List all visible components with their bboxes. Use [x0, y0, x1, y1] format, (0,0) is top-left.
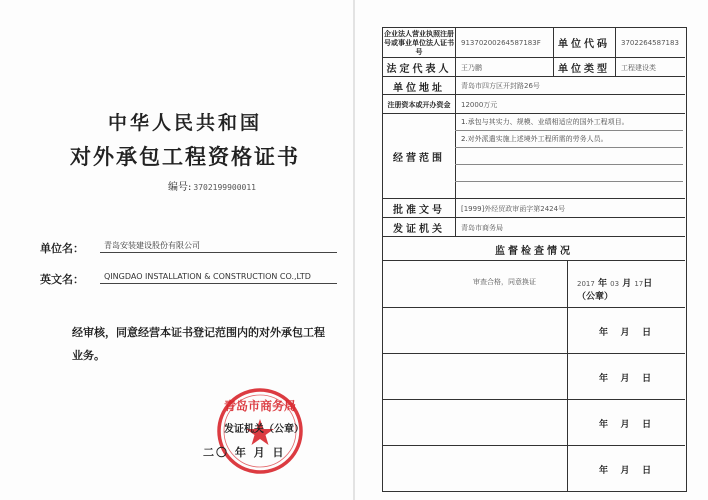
- supervision-date: 年 月 日: [598, 420, 652, 430]
- scope-line: [455, 148, 683, 165]
- supervision-entry: [383, 260, 685, 308]
- business-scope-row: [383, 113, 685, 199]
- capital-label: 注册资本或开办资金: [387, 100, 451, 109]
- supervision-note: 审查合格，同意换证: [473, 278, 536, 286]
- scope-line: [455, 165, 683, 182]
- scope-line: 2.对外派遣实施上述境外工程所需的劳务人员。: [455, 131, 683, 148]
- approval-statement-line1: 经审核，同意经营本证书登记范围内的对外承包工程: [72, 326, 325, 339]
- scope-line: [455, 182, 683, 199]
- legal-rep-value: 王乃鹏: [461, 63, 482, 72]
- english-name-label: 英文名：: [40, 273, 84, 286]
- supervision-date: 年 月 日: [598, 374, 652, 384]
- approval-number-value: [1999]外经贸政审函字第2424号: [461, 204, 566, 213]
- issuing-authority-label: 发证机关: [393, 224, 445, 235]
- serial-label: 编号:: [168, 182, 192, 193]
- table-row: [383, 28, 685, 57]
- english-name-value: QINGDAO INSTALLATION & CONSTRUCTION CO.,LTD: [100, 270, 337, 284]
- table-row: [383, 217, 685, 237]
- table-row: [383, 94, 685, 114]
- supervision-date: 年 月 日: [598, 466, 652, 476]
- address-value: 青岛市四方区开封路26号: [461, 82, 540, 90]
- address-label: 单位地址: [393, 82, 445, 94]
- serial-value: 3702199900011: [193, 183, 256, 192]
- page-fold: [353, 0, 355, 500]
- company-name-label: 单位名：: [40, 242, 84, 255]
- registration-table: [382, 27, 687, 492]
- unit-type-label: 单位类型: [558, 64, 610, 75]
- serial-number: [168, 178, 256, 193]
- issue-date: 二〇 年 月 日: [203, 446, 286, 459]
- approval-statement-line2: 业务。: [72, 349, 105, 362]
- supervision-header-row: [383, 236, 685, 261]
- supervision-date: 年 月 日: [598, 328, 652, 338]
- approval-statement: [72, 321, 337, 367]
- reg-number-value: 91370200264587183F: [461, 38, 541, 47]
- legal-rep-label: 法定代表人: [386, 64, 452, 75]
- unit-type-value: 工程建设类: [621, 63, 656, 72]
- unit-code-value: 3702264587183: [621, 38, 679, 47]
- issuing-authority-value: 青岛市商务局: [461, 223, 503, 232]
- supervision-entry: [383, 399, 685, 446]
- issuer-label: 发证机关（公章）: [224, 424, 304, 435]
- supervision-entry: [383, 445, 685, 491]
- supervision-date: 2017 年 03 月 17日（公章）: [577, 279, 653, 302]
- table-row: [383, 76, 685, 95]
- svg-text:青岛市商务局: 青岛市商务局: [223, 399, 297, 413]
- supervision-entry: [383, 353, 685, 400]
- supervision-title: 监督检查情况: [495, 246, 573, 257]
- certificate-title-line2: 对外承包工程资格证书: [70, 144, 300, 169]
- table-row: [383, 198, 685, 218]
- table-row: [383, 57, 685, 77]
- approval-number-label: 批准文号: [393, 205, 445, 216]
- company-name-value: 青岛安装建设股份有限公司: [100, 239, 337, 253]
- scope-line: 1.承包与其实力、规模、业绩相适应的国外工程项目。: [455, 114, 683, 131]
- unit-code-label: 单位代码: [558, 39, 610, 50]
- capital-value: 12000万元: [461, 100, 498, 109]
- supervision-entry: [383, 307, 685, 354]
- business-scope-label: 经营范围: [393, 153, 445, 164]
- reg-number-label: 企业法人营业执照注册号或事业单位法人证书号: [384, 29, 454, 56]
- certificate-title-line1: 中华人民共和国: [107, 112, 262, 134]
